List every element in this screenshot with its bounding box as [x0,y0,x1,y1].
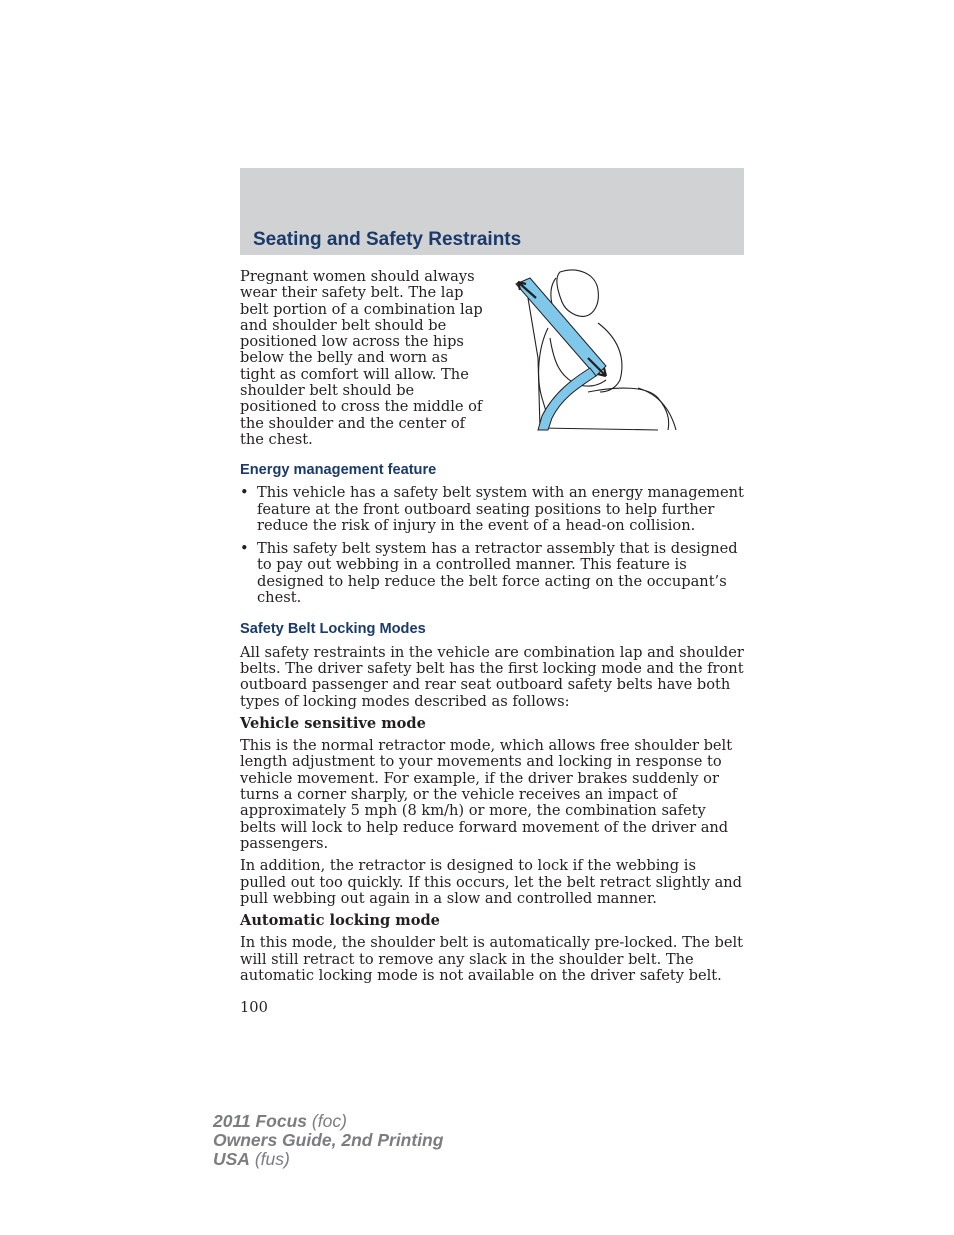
vehicle-sensitive-paragraph: This is the normal retractor mode, which allows free shoulder belt length adjustment to your movements and locking in response to vehicle movement. For example, if the driver brakes suddenly or turns a corner sharply, or the vehicle receives an impact of approximately 5 mph (8 km/h) or more, the combination safety belts will lock to help reduce forward movement of the driver and passengers. [240,737,733,852]
footer-model: 2011 Focus [213,1111,308,1131]
pregnant-seatbelt-illustration [508,268,680,432]
knee-outline [638,388,676,430]
bullet-dot: • [240,484,249,502]
head-outline [557,270,598,316]
energy-bullet-item [240,541,744,606]
locking-modes-intro: All safety restraints in the vehicle are combination lap and shoulder belts. The driver safety belt has the first locking mode and the front outboard passenger and rear seat outboard safety belts have both types of locking modes described as follows: [240,643,744,710]
section-title: Seating and Safety Restraints [253,229,522,250]
footer-line-guide [213,1131,443,1150]
retractor-paragraph: In addition, the retractor is designed to lock if the webbing is pulled out too quickly. If this occurs, let the belt retract slightly and pull webbing out again in a slow and controlled manner. [240,857,743,907]
document-footer [213,1112,443,1169]
automatic-locking-heading: Automatic locking mode [240,912,440,930]
footer-guide: Owners Guide, 2nd Printing [213,1130,444,1150]
intro-paragraph: Pregnant women should always wear their safety belt. The lap belt portion of a combination lap and shoulder belt should be positioned low across the hips below the belly and worn as tight as comfort will allow. The shoulder belt should be positioned to cross the middle of the shoulder and the center of the chest. [240,268,483,448]
energy-bullet-list [240,485,744,606]
belly-outline [598,323,622,392]
seatbelt-illustration-svg [508,268,680,432]
torso-outline [539,328,548,418]
energy-bullet-item [240,485,744,534]
footer-line-market [213,1150,443,1169]
footer-market: USA [213,1149,250,1169]
leg-outline [588,388,669,430]
page-number: 100 [240,999,268,1017]
energy-bullet-text: This safety belt system has a retractor assembly that is designed to pay out webbing in a controlled manner. This feature is designed to help reduce the belt force acting on the occupant’s chest. [257,540,738,607]
locking-modes-heading: Safety Belt Locking Modes [240,621,426,638]
page-content [240,268,744,1017]
automatic-locking-paragraph: In this mode, the shoulder belt is automatically pre-locked. The belt will still retract to remove any slack in the shoulder belt. The automatic locking mode is not available on the driver safety belt. [240,934,744,985]
bullet-dot: • [240,540,249,558]
footer-line-model [213,1112,443,1131]
section-header-band [240,168,744,255]
seat-cushion-outline [540,428,658,430]
vehicle-sensitive-heading: Vehicle sensitive mode [240,714,426,732]
intro-block [240,268,744,448]
energy-management-heading: Energy management feature [240,462,437,478]
energy-bullet-text: This vehicle has a safety belt system with an energy management feature at the front outboard seating positions to help further reduce the risk of injury in the event of a head-on collision. [257,484,744,534]
seat-back-outline [528,298,540,428]
footer-model-code: (foc) [307,1111,347,1131]
footer-market-code: (fus) [249,1149,290,1169]
